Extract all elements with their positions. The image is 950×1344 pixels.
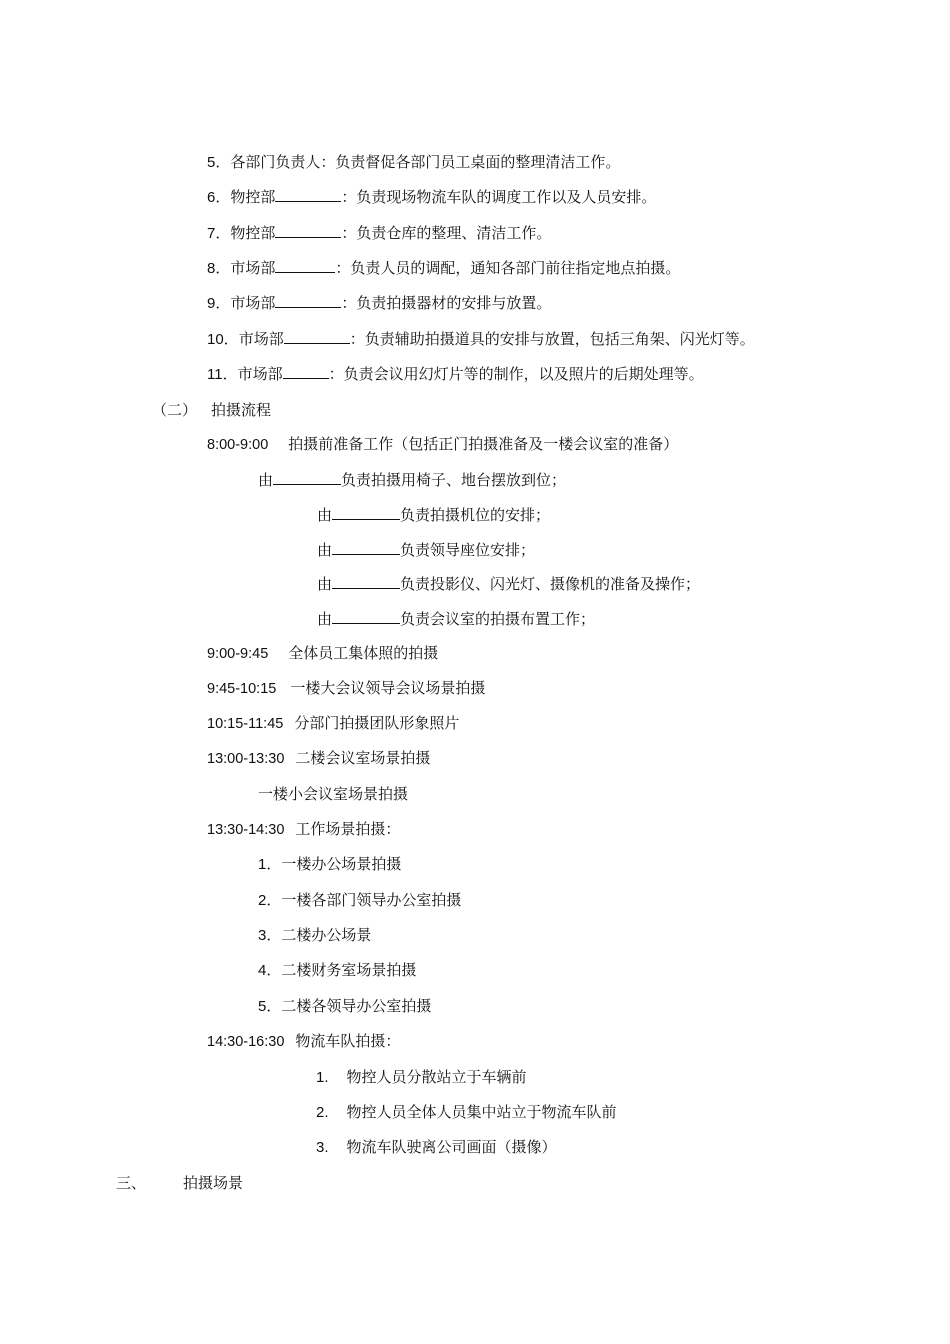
duty-item-6 <box>207 187 656 208</box>
duty-text: ：负责辅助拍摄道具的安排与放置，包括三角架、闪光灯等。 <box>349 330 755 348</box>
prep-text: 负责拍摄机位的安排； <box>400 506 551 524</box>
duty-dept: 市场部 <box>237 365 283 383</box>
duty-number: 7． <box>207 225 231 242</box>
schedule-title: 分部门拍摄团队形象照片 <box>294 714 460 732</box>
prep-item <box>317 540 535 560</box>
schedule-time: 9:00-9:45 <box>207 646 269 662</box>
name-blank <box>275 258 335 273</box>
schedule-title: 物流车队拍摄： <box>295 1032 401 1050</box>
item-text: 一楼各部门领导办公室拍摄 <box>281 891 462 909</box>
fleet-item <box>316 1102 617 1123</box>
prep-item <box>258 470 566 490</box>
name-blank <box>332 574 400 589</box>
work-scene-item <box>258 890 461 911</box>
item-text: 二楼财务室场景拍摄 <box>281 961 417 979</box>
prep-prefix: 由 <box>258 471 274 489</box>
fleet-item <box>316 1067 527 1088</box>
duty-text: ：负责人员的调配，通知各部门前往指定地点拍摄。 <box>335 259 681 277</box>
schedule-time: 13:00-13:30 <box>207 751 285 767</box>
duty-number: 6． <box>207 189 231 206</box>
item-text: 二楼办公场景 <box>281 926 372 944</box>
item-number: 2. <box>316 1104 329 1121</box>
schedule-prep <box>207 434 678 455</box>
duty-text: ：负责仓库的整理、清洁工作。 <box>341 224 552 242</box>
work-scene-item <box>258 996 431 1017</box>
duty-item-9 <box>207 293 551 314</box>
schedule-item <box>207 643 438 664</box>
duty-dept: 市场部 <box>238 330 284 348</box>
duty-dept: 物控部 <box>230 224 276 242</box>
name-blank <box>284 329 350 344</box>
duty-item-5 <box>207 152 620 173</box>
item-number: 2． <box>258 892 282 909</box>
schedule-title: 拍摄前准备工作（包括正门拍摄准备及一楼会议室的准备） <box>288 435 679 453</box>
name-blank <box>332 540 400 555</box>
schedule-time: 8:00-9:00 <box>207 437 269 453</box>
duty-dept: 各部门负责人 <box>230 153 321 171</box>
schedule-fleet <box>207 1031 400 1052</box>
item-number: 4． <box>258 962 282 979</box>
fleet-item <box>316 1137 557 1158</box>
prep-item <box>317 505 550 525</box>
name-blank <box>332 505 400 520</box>
duty-item-7 <box>207 223 551 244</box>
name-blank <box>275 187 341 202</box>
duty-item-10 <box>207 329 755 350</box>
schedule-title: 全体员工集体照的拍摄 <box>288 644 439 662</box>
work-scene-item <box>258 925 371 946</box>
schedule-extra: 一楼小会议室场景拍摄 <box>258 785 409 803</box>
schedule-item <box>207 678 485 699</box>
duty-number: 11． <box>207 366 238 383</box>
name-blank <box>332 609 400 624</box>
prep-text: 负责领导座位安排； <box>400 541 536 559</box>
prep-text: 负责会议室的拍摄布置工作； <box>400 610 596 628</box>
section-title: 拍摄流程 <box>211 401 272 419</box>
schedule-time: 10:15-11:45 <box>207 716 284 732</box>
item-number: 3． <box>258 927 282 944</box>
duty-text: ：负责拍摄器材的安排与放置。 <box>341 294 552 312</box>
item-text: 物控人员全体人员集中站立于物流车队前 <box>346 1103 617 1121</box>
duty-item-8 <box>207 258 680 279</box>
work-scene-item <box>258 854 401 875</box>
item-text: 物控人员分散站立于车辆前 <box>346 1068 527 1086</box>
schedule-title: 工作场景拍摄： <box>295 820 401 838</box>
duty-number: 9． <box>207 295 231 312</box>
section-title: 拍摄场景 <box>183 1174 244 1192</box>
prep-item <box>317 574 700 594</box>
schedule-title: 二楼会议室场景拍摄 <box>295 749 431 767</box>
duty-text: ：负责会议用幻灯片等的制作，以及照片的后期处理等。 <box>328 365 704 383</box>
duty-number: 8． <box>207 260 231 277</box>
duty-dept: 市场部 <box>230 259 276 277</box>
item-text: 物流车队驶离公司画面（摄像） <box>346 1138 557 1156</box>
section-number: 三、 <box>116 1174 147 1192</box>
section-number: （二） <box>152 401 198 419</box>
section-heading-2 <box>152 400 271 420</box>
schedule-title: 一楼大会议领导会议场景拍摄 <box>290 679 486 697</box>
schedule-item <box>207 713 459 734</box>
duty-item-11 <box>207 364 704 385</box>
duty-text: ：负责现场物流车队的调度工作以及人员安排。 <box>341 188 657 206</box>
item-number: 1. <box>316 1069 329 1086</box>
item-number: 5． <box>258 998 282 1015</box>
name-blank <box>273 470 341 485</box>
item-number: 3. <box>316 1139 329 1156</box>
schedule-time: 13:30-14:30 <box>207 822 285 838</box>
work-scene-item <box>258 960 416 981</box>
name-blank <box>283 364 329 379</box>
schedule-time: 14:30-16:30 <box>207 1034 285 1050</box>
duty-text: ：负责督促各部门员工桌面的整理清洁工作。 <box>320 153 621 171</box>
duty-number: 5． <box>207 154 231 171</box>
prep-prefix: 由 <box>317 541 333 559</box>
prep-prefix: 由 <box>317 575 333 593</box>
schedule-time: 9:45-10:15 <box>207 681 277 697</box>
prep-prefix: 由 <box>317 610 333 628</box>
item-number: 1． <box>258 856 282 873</box>
item-text: 一楼办公场景拍摄 <box>281 855 402 873</box>
section-heading-3 <box>116 1173 243 1193</box>
prep-prefix: 由 <box>317 506 333 524</box>
name-blank <box>275 293 341 308</box>
duty-dept: 市场部 <box>230 294 276 312</box>
prep-text: 负责拍摄用椅子、地台摆放到位； <box>341 471 567 489</box>
name-blank <box>275 223 341 238</box>
prep-text: 负责投影仪、闪光灯、摄像机的准备及操作； <box>400 575 701 593</box>
duty-number: 10． <box>207 331 239 348</box>
item-text: 二楼各领导办公室拍摄 <box>281 997 432 1015</box>
duty-dept: 物控部 <box>230 188 276 206</box>
schedule-item <box>207 748 430 769</box>
schedule-work-scene <box>207 819 400 840</box>
prep-item <box>317 609 595 629</box>
